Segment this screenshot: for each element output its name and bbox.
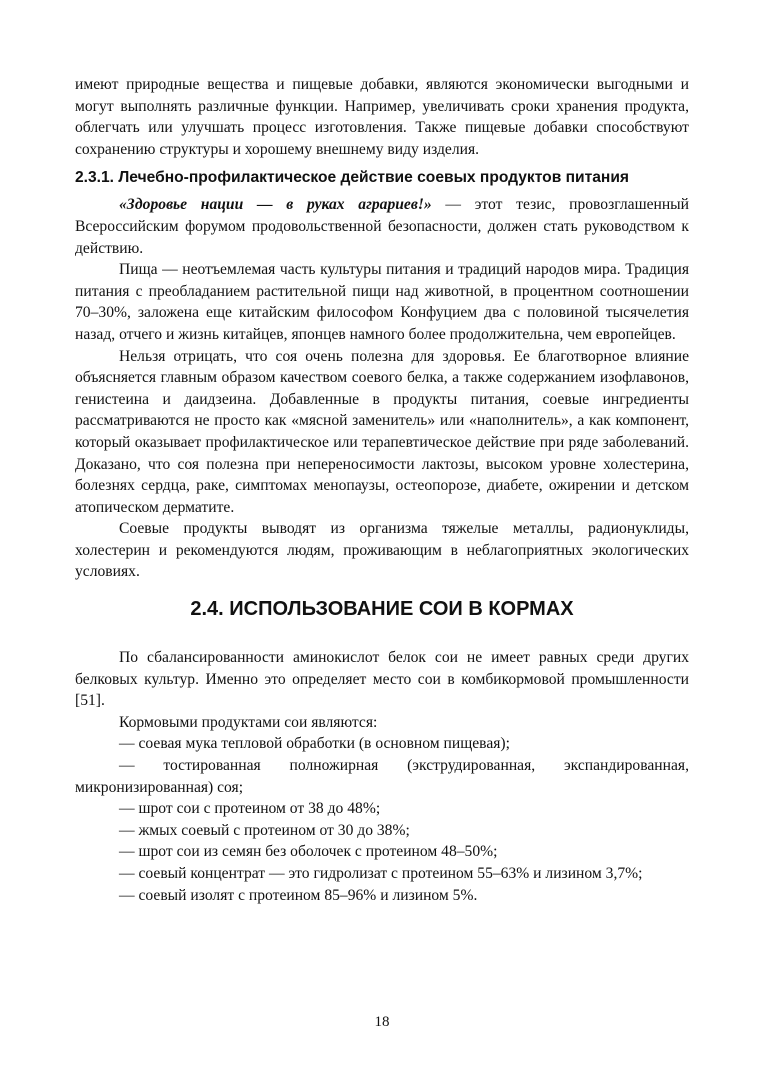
- quote-rest-text: — этот тезис, провозглашенный Всероссийским форумом продовольственной безопасности, должен стать руководством к действию.: [75, 196, 690, 257]
- section-heading: 2.4. ИСПОЛЬЗОВАНИЕ СОИ В КОРМАХ: [190, 598, 574, 621]
- paragraph-amino-acids: По сбалансированности аминокислот белок сои не имеет равных среди других белковых культур. Именно это определяет место сои в комбикормовой промышленности [51].: [75, 649, 689, 710]
- list-item: — соевый концентрат — это гидролизат с протеином 55–63% и лизином 3,7%;: [119, 865, 643, 882]
- list-item: — соевая мука тепловой обработки (в основном пищевая);: [119, 735, 510, 753]
- list-item: — тостированная полножирная (экструдированная, экспандированная, микронизированная) соя;: [75, 757, 689, 796]
- list-item: — шрот сои из семян без оболочек с протеином 48–50%;: [119, 843, 498, 861]
- list-intro: Кормовыми продуктами сои являются:: [119, 713, 378, 731]
- intro-paragraph: имеют природные вещества и пищевые добавки, являются экономически выгодными и могут выполнять различные функции. Например, увеличивать сроки хранения продукта, облегчать или улучшать процесс изготовления. Также пищевые добавки способствуют сохранению структуры и хорошему внешнему виду изделия.: [75, 76, 689, 158]
- paragraph-food-culture: Пища — неотъемлемая часть культуры питания и традиций народов мира. Традиция питания с преобладанием растительной пищи над животной, в процентном соотношении 70–30%, заложена еще китайским философом Конфуцием два с половиной тысячелетия назад, отчего и жизнь китайцев, японцев намного более продолжительна, чем европейцев.: [75, 261, 689, 343]
- quote-paragraph: [75, 194, 689, 259]
- list-item: — жмых соевый с протеином от 30 до 38%;: [119, 821, 410, 839]
- quote-text: «Здоровье нации — в руках аграриев!»: [119, 196, 432, 214]
- list-item: — соевый изолят с протеином 85–96% и лизином 5%.: [119, 886, 478, 904]
- paragraph-soy-health: Нельзя отрицать, что соя очень полезна для здоровья. Ее благотворное влияние объясняется главным образом качеством соевого белка, а также содержанием изофлавонов, генистеина и даидзеина. Добавленные в продукты питания, соевые ингредиенты рассматриваются не просто как «мясной заменитель» или «наполнитель», а как компонент, который оказывает профилактическое или терапевтическое действие при ряде заболеваний. Доказано, что соя полезна при непереносимости лактозы, высоком уровне холестерина, болезнях сердца, раке, симптомах менопаузы, остеопорозе, диабете, ожирении и детском атопическом дерматите.: [75, 347, 689, 516]
- list-item: — шрот сои с протеином от 38 до 48%;: [119, 800, 381, 818]
- paragraph-soy-detox: Соевые продукты выводят из организма тяжелые металлы, радионуклиды, холестерин и рекомендуются людям, проживающим в неблагоприятных экологических условиях.: [75, 520, 689, 581]
- page-number: 18: [374, 1014, 390, 1030]
- page-content: [75, 74, 689, 906]
- subsection-heading: 2.3.1. Лечебно-профилактическое действие соевых продуктов питания: [75, 169, 630, 187]
